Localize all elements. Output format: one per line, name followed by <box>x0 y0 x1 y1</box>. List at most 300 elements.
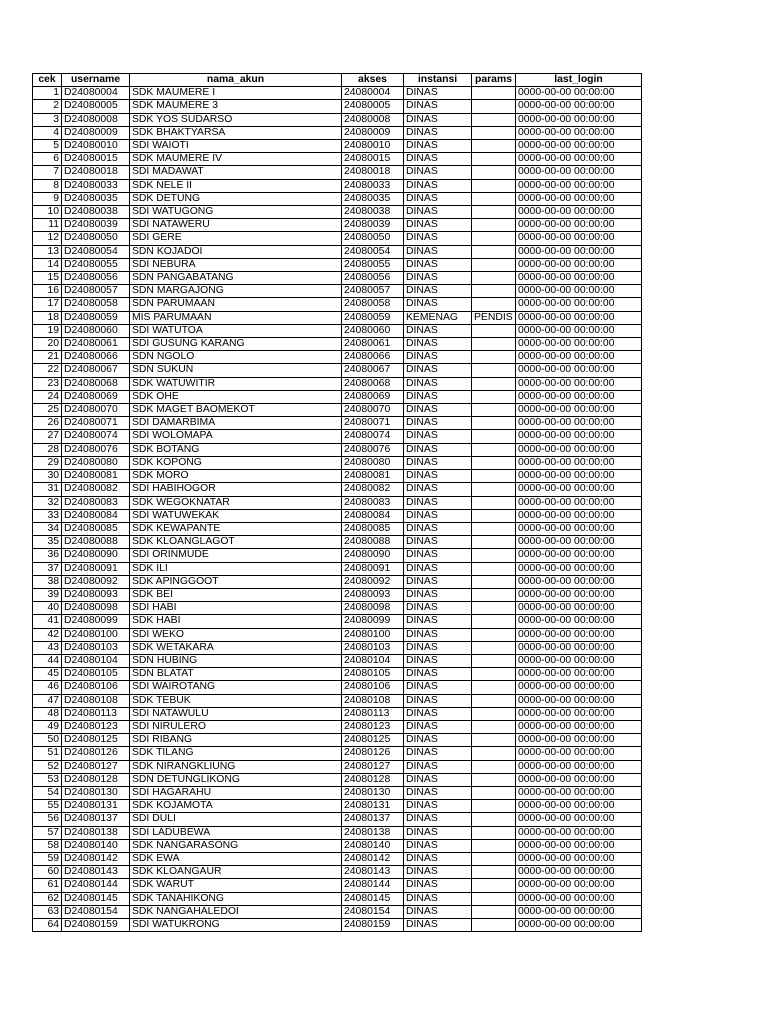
table-row <box>33 483 642 496</box>
cell-last-login: 0000-00-00 00:00:00 <box>516 905 642 918</box>
col-header-nama-akun: nama_akun <box>130 74 342 87</box>
cell-params <box>472 298 516 311</box>
cell-username: D24080123 <box>62 720 130 733</box>
cell-instansi: DINAS <box>404 654 472 667</box>
cell-cek: 27 <box>33 430 62 443</box>
cell-akses: 24080084 <box>342 509 404 522</box>
cell-username: D24080091 <box>62 562 130 575</box>
cell-instansi: DINAS <box>404 404 472 417</box>
cell-username: D24080092 <box>62 575 130 588</box>
cell-instansi: DINAS <box>404 140 472 153</box>
cell-params <box>472 826 516 839</box>
cell-username: D24080080 <box>62 456 130 469</box>
cell-params <box>472 536 516 549</box>
cell-username: D24080038 <box>62 206 130 219</box>
cell-params: PENDIS <box>472 311 516 324</box>
cell-instansi: DINAS <box>404 615 472 628</box>
cell-username: D24080059 <box>62 311 130 324</box>
cell-username: D24080093 <box>62 588 130 601</box>
cell-username: D24080069 <box>62 390 130 403</box>
cell-nama-akun: SDN BLATAT <box>130 668 342 681</box>
cell-instansi: DINAS <box>404 919 472 932</box>
table-row <box>33 272 642 285</box>
cell-nama-akun: SDI DULI <box>130 813 342 826</box>
cell-nama-akun: SDI WATUTOA <box>130 324 342 337</box>
cell-instansi: DINAS <box>404 496 472 509</box>
cell-nama-akun: SDK NELE II <box>130 179 342 192</box>
cell-username: D24080067 <box>62 364 130 377</box>
cell-instansi: DINAS <box>404 536 472 549</box>
cell-instansi: DINAS <box>404 905 472 918</box>
cell-username: D24080106 <box>62 681 130 694</box>
cell-cek: 20 <box>33 338 62 351</box>
cell-last-login: 0000-00-00 00:00:00 <box>516 549 642 562</box>
cell-akses: 24080103 <box>342 641 404 654</box>
cell-cek: 30 <box>33 470 62 483</box>
cell-instansi: DINAS <box>404 245 472 258</box>
cell-cek: 10 <box>33 206 62 219</box>
cell-akses: 24080005 <box>342 100 404 113</box>
table-row <box>33 470 642 483</box>
cell-akses: 24080128 <box>342 773 404 786</box>
cell-last-login: 0000-00-00 00:00:00 <box>516 720 642 733</box>
cell-username: D24080071 <box>62 417 130 430</box>
cell-username: D24080104 <box>62 654 130 667</box>
cell-nama-akun: SDK MAUMERE I <box>130 87 342 100</box>
table-row <box>33 430 642 443</box>
cell-params <box>472 456 516 469</box>
cell-instansi: DINAS <box>404 206 472 219</box>
cell-akses: 24080061 <box>342 338 404 351</box>
cell-akses: 24080092 <box>342 575 404 588</box>
cell-username: D24080083 <box>62 496 130 509</box>
cell-username: D24080130 <box>62 786 130 799</box>
cell-akses: 24080009 <box>342 126 404 139</box>
cell-last-login: 0000-00-00 00:00:00 <box>516 324 642 337</box>
cell-last-login: 0000-00-00 00:00:00 <box>516 747 642 760</box>
cell-params <box>472 615 516 628</box>
table-row <box>33 258 642 271</box>
cell-instansi: DINAS <box>404 443 472 456</box>
table-row <box>33 338 642 351</box>
cell-username: D24080126 <box>62 747 130 760</box>
cell-cek: 40 <box>33 602 62 615</box>
table-row <box>33 681 642 694</box>
cell-nama-akun: SDI WOLOMAPA <box>130 430 342 443</box>
cell-username: D24080144 <box>62 879 130 892</box>
cell-akses: 24080083 <box>342 496 404 509</box>
table-row <box>33 813 642 826</box>
cell-cek: 6 <box>33 153 62 166</box>
cell-cek: 47 <box>33 694 62 707</box>
cell-last-login: 0000-00-00 00:00:00 <box>516 377 642 390</box>
cell-akses: 24080076 <box>342 443 404 456</box>
cell-akses: 24080093 <box>342 588 404 601</box>
cell-nama-akun: SDI LADUBEWA <box>130 826 342 839</box>
table-row <box>33 549 642 562</box>
cell-nama-akun: SDK TILANG <box>130 747 342 760</box>
cell-cek: 41 <box>33 615 62 628</box>
cell-instansi: DINAS <box>404 879 472 892</box>
cell-params <box>472 179 516 192</box>
cell-nama-akun: SDK WARUT <box>130 879 342 892</box>
cell-last-login: 0000-00-00 00:00:00 <box>516 615 642 628</box>
cell-instansi: DINAS <box>404 351 472 364</box>
cell-akses: 24080018 <box>342 166 404 179</box>
cell-last-login: 0000-00-00 00:00:00 <box>516 681 642 694</box>
cell-nama-akun: SDN PARUMAAN <box>130 298 342 311</box>
cell-nama-akun: SDN PANGABATANG <box>130 272 342 285</box>
cell-username: D24080056 <box>62 272 130 285</box>
cell-last-login: 0000-00-00 00:00:00 <box>516 734 642 747</box>
table-row <box>33 628 642 641</box>
cell-last-login: 0000-00-00 00:00:00 <box>516 892 642 905</box>
cell-params <box>472 509 516 522</box>
table-row <box>33 826 642 839</box>
cell-instansi: DINAS <box>404 628 472 641</box>
cell-params <box>472 919 516 932</box>
cell-akses: 24080138 <box>342 826 404 839</box>
cell-akses: 24080008 <box>342 113 404 126</box>
cell-akses: 24080050 <box>342 232 404 245</box>
cell-nama-akun: SDI NEBURA <box>130 258 342 271</box>
cell-akses: 24080004 <box>342 87 404 100</box>
cell-instansi: DINAS <box>404 153 472 166</box>
cell-instansi: DINAS <box>404 483 472 496</box>
cell-params <box>472 87 516 100</box>
table-row <box>33 126 642 139</box>
cell-akses: 24080035 <box>342 192 404 205</box>
cell-last-login: 0000-00-00 00:00:00 <box>516 192 642 205</box>
cell-instansi: DINAS <box>404 285 472 298</box>
cell-instansi: DINAS <box>404 338 472 351</box>
cell-akses: 24080144 <box>342 879 404 892</box>
cell-instansi: DINAS <box>404 641 472 654</box>
cell-instansi: DINAS <box>404 113 472 126</box>
cell-cek: 38 <box>33 575 62 588</box>
cell-cek: 50 <box>33 734 62 747</box>
cell-nama-akun: SDI DAMARBIMA <box>130 417 342 430</box>
cell-nama-akun: SDI HABIHOGOR <box>130 483 342 496</box>
cell-instansi: DINAS <box>404 377 472 390</box>
cell-nama-akun: SDI MADAWAT <box>130 166 342 179</box>
cell-username: D24080061 <box>62 338 130 351</box>
cell-username: D24080143 <box>62 866 130 879</box>
cell-instansi: DINAS <box>404 417 472 430</box>
cell-params <box>472 258 516 271</box>
cell-instansi: DINAS <box>404 826 472 839</box>
col-header-username: username <box>62 74 130 87</box>
table-row <box>33 219 642 232</box>
cell-last-login: 0000-00-00 00:00:00 <box>516 694 642 707</box>
cell-params <box>472 522 516 535</box>
cell-akses: 24080070 <box>342 404 404 417</box>
cell-nama-akun: SDK NANGARASONG <box>130 839 342 852</box>
cell-cek: 54 <box>33 786 62 799</box>
cell-params <box>472 575 516 588</box>
cell-instansi: DINAS <box>404 100 472 113</box>
cell-cek: 26 <box>33 417 62 430</box>
cell-akses: 24080069 <box>342 390 404 403</box>
cell-params <box>472 245 516 258</box>
cell-last-login: 0000-00-00 00:00:00 <box>516 919 642 932</box>
cell-nama-akun: SDK MAGET BAOMEKOT <box>130 404 342 417</box>
cell-username: D24080009 <box>62 126 130 139</box>
table-row <box>33 87 642 100</box>
cell-params <box>472 786 516 799</box>
cell-cek: 23 <box>33 377 62 390</box>
cell-username: D24080105 <box>62 668 130 681</box>
cell-cek: 46 <box>33 681 62 694</box>
cell-akses: 24080082 <box>342 483 404 496</box>
cell-instansi: DINAS <box>404 668 472 681</box>
cell-cek: 44 <box>33 654 62 667</box>
cell-username: D24080005 <box>62 100 130 113</box>
cell-akses: 24080081 <box>342 470 404 483</box>
cell-params <box>472 549 516 562</box>
cell-params <box>472 496 516 509</box>
cell-cek: 33 <box>33 509 62 522</box>
table-row <box>33 919 642 932</box>
table-row <box>33 588 642 601</box>
cell-last-login: 0000-00-00 00:00:00 <box>516 470 642 483</box>
cell-akses: 24080058 <box>342 298 404 311</box>
table-row <box>33 166 642 179</box>
cell-instansi: DINAS <box>404 602 472 615</box>
cell-instansi: DINAS <box>404 219 472 232</box>
cell-last-login: 0000-00-00 00:00:00 <box>516 575 642 588</box>
cell-instansi: DINAS <box>404 694 472 707</box>
cell-nama-akun: SDK TANAHIKONG <box>130 892 342 905</box>
cell-params <box>472 628 516 641</box>
cell-akses: 24080055 <box>342 258 404 271</box>
cell-nama-akun: SDI NIRULERO <box>130 720 342 733</box>
cell-last-login: 0000-00-00 00:00:00 <box>516 311 642 324</box>
cell-nama-akun: SDK BHAKTYARSA <box>130 126 342 139</box>
cell-akses: 24080067 <box>342 364 404 377</box>
cell-params <box>472 390 516 403</box>
cell-cek: 32 <box>33 496 62 509</box>
cell-params <box>472 404 516 417</box>
cell-instansi: DINAS <box>404 588 472 601</box>
table-row <box>33 496 642 509</box>
cell-params <box>472 272 516 285</box>
cell-params <box>472 588 516 601</box>
cell-last-login: 0000-00-00 00:00:00 <box>516 166 642 179</box>
cell-nama-akun: SDK BEI <box>130 588 342 601</box>
table-row <box>33 536 642 549</box>
cell-last-login: 0000-00-00 00:00:00 <box>516 826 642 839</box>
cell-username: D24080035 <box>62 192 130 205</box>
cell-nama-akun: SDK WEGOKNATAR <box>130 496 342 509</box>
table-row <box>33 786 642 799</box>
cell-username: D24080074 <box>62 430 130 443</box>
cell-akses: 24080091 <box>342 562 404 575</box>
table-row <box>33 206 642 219</box>
cell-nama-akun: SDK TEBUK <box>130 694 342 707</box>
table-row <box>33 720 642 733</box>
cell-nama-akun: SDI WATUGONG <box>130 206 342 219</box>
cell-params <box>472 483 516 496</box>
table-row <box>33 668 642 681</box>
cell-username: D24080015 <box>62 153 130 166</box>
cell-params <box>472 800 516 813</box>
cell-params <box>472 641 516 654</box>
cell-last-login: 0000-00-00 00:00:00 <box>516 364 642 377</box>
cell-akses: 24080038 <box>342 206 404 219</box>
cell-username: D24080128 <box>62 773 130 786</box>
cell-username: D24080050 <box>62 232 130 245</box>
cell-last-login: 0000-00-00 00:00:00 <box>516 602 642 615</box>
table-row <box>33 734 642 747</box>
cell-cek: 8 <box>33 179 62 192</box>
cell-last-login: 0000-00-00 00:00:00 <box>516 285 642 298</box>
cell-cek: 56 <box>33 813 62 826</box>
cell-params <box>472 324 516 337</box>
cell-akses: 24080071 <box>342 417 404 430</box>
table-row <box>33 100 642 113</box>
table-row <box>33 285 642 298</box>
cell-nama-akun: SDK MAUMERE IV <box>130 153 342 166</box>
cell-last-login: 0000-00-00 00:00:00 <box>516 879 642 892</box>
table-row <box>33 364 642 377</box>
table-row <box>33 773 642 786</box>
cell-last-login: 0000-00-00 00:00:00 <box>516 588 642 601</box>
cell-cek: 25 <box>33 404 62 417</box>
cell-nama-akun: SDI HAGARAHU <box>130 786 342 799</box>
cell-akses: 24080106 <box>342 681 404 694</box>
cell-params <box>472 760 516 773</box>
col-header-last-login: last_login <box>516 74 642 87</box>
cell-akses: 24080140 <box>342 839 404 852</box>
cell-params <box>472 219 516 232</box>
cell-instansi: DINAS <box>404 562 472 575</box>
table-row <box>33 456 642 469</box>
col-header-akses: akses <box>342 74 404 87</box>
cell-params <box>472 747 516 760</box>
cell-cek: 2 <box>33 100 62 113</box>
table-row <box>33 522 642 535</box>
cell-params <box>472 140 516 153</box>
cell-akses: 24080131 <box>342 800 404 813</box>
cell-params <box>472 720 516 733</box>
cell-params <box>472 430 516 443</box>
cell-cek: 42 <box>33 628 62 641</box>
col-header-instansi: instansi <box>404 74 472 87</box>
cell-last-login: 0000-00-00 00:00:00 <box>516 232 642 245</box>
cell-cek: 61 <box>33 879 62 892</box>
cell-akses: 24080060 <box>342 324 404 337</box>
cell-nama-akun: SDK YOS SUDARSO <box>130 113 342 126</box>
cell-cek: 58 <box>33 839 62 852</box>
cell-last-login: 0000-00-00 00:00:00 <box>516 272 642 285</box>
cell-cek: 60 <box>33 866 62 879</box>
cell-cek: 16 <box>33 285 62 298</box>
cell-nama-akun: SDI WAIOTI <box>130 140 342 153</box>
table-row <box>33 879 642 892</box>
cell-username: D24080033 <box>62 179 130 192</box>
cell-username: D24080137 <box>62 813 130 826</box>
cell-nama-akun: SDK WETAKARA <box>130 641 342 654</box>
table-row <box>33 390 642 403</box>
cell-akses: 24080127 <box>342 760 404 773</box>
cell-instansi: DINAS <box>404 747 472 760</box>
cell-username: D24080142 <box>62 852 130 865</box>
cell-username: D24080057 <box>62 285 130 298</box>
cell-cek: 3 <box>33 113 62 126</box>
table-row <box>33 641 642 654</box>
account-table <box>32 73 642 932</box>
cell-cek: 21 <box>33 351 62 364</box>
cell-akses: 24080126 <box>342 747 404 760</box>
cell-nama-akun: SDI GUSUNG KARANG <box>130 338 342 351</box>
cell-cek: 43 <box>33 641 62 654</box>
cell-username: D24080058 <box>62 298 130 311</box>
cell-cek: 63 <box>33 905 62 918</box>
cell-akses: 24080039 <box>342 219 404 232</box>
cell-username: D24080127 <box>62 760 130 773</box>
table-row <box>33 140 642 153</box>
cell-username: D24080125 <box>62 734 130 747</box>
cell-last-login: 0000-00-00 00:00:00 <box>516 126 642 139</box>
cell-cek: 62 <box>33 892 62 905</box>
cell-last-login: 0000-00-00 00:00:00 <box>516 654 642 667</box>
cell-akses: 24080100 <box>342 628 404 641</box>
cell-username: D24080018 <box>62 166 130 179</box>
cell-nama-akun: SDN HUBING <box>130 654 342 667</box>
cell-username: D24080090 <box>62 549 130 562</box>
cell-akses: 24080125 <box>342 734 404 747</box>
cell-nama-akun: SDK NIRANGKLIUNG <box>130 760 342 773</box>
cell-akses: 24080142 <box>342 852 404 865</box>
cell-params <box>472 905 516 918</box>
col-header-params: params <box>472 74 516 87</box>
cell-last-login: 0000-00-00 00:00:00 <box>516 417 642 430</box>
cell-instansi: DINAS <box>404 800 472 813</box>
cell-params <box>472 866 516 879</box>
table-row <box>33 892 642 905</box>
cell-akses: 24080088 <box>342 536 404 549</box>
cell-cek: 34 <box>33 522 62 535</box>
cell-akses: 24080010 <box>342 140 404 153</box>
cell-nama-akun: SDK EWA <box>130 852 342 865</box>
cell-last-login: 0000-00-00 00:00:00 <box>516 430 642 443</box>
cell-username: D24080085 <box>62 522 130 535</box>
cell-instansi: DINAS <box>404 720 472 733</box>
cell-last-login: 0000-00-00 00:00:00 <box>516 760 642 773</box>
cell-params <box>472 668 516 681</box>
cell-cek: 5 <box>33 140 62 153</box>
cell-username: D24080076 <box>62 443 130 456</box>
cell-akses: 24080123 <box>342 720 404 733</box>
cell-cek: 17 <box>33 298 62 311</box>
cell-params <box>472 126 516 139</box>
cell-akses: 24080068 <box>342 377 404 390</box>
cell-akses: 24080057 <box>342 285 404 298</box>
cell-nama-akun: SDN SUKUN <box>130 364 342 377</box>
table-row <box>33 232 642 245</box>
cell-username: D24080039 <box>62 219 130 232</box>
table-row <box>33 562 642 575</box>
cell-params <box>472 694 516 707</box>
cell-username: D24080159 <box>62 919 130 932</box>
cell-username: D24080099 <box>62 615 130 628</box>
cell-instansi: DINAS <box>404 549 472 562</box>
cell-akses: 24080090 <box>342 549 404 562</box>
cell-params <box>472 338 516 351</box>
cell-params <box>472 562 516 575</box>
cell-username: D24080140 <box>62 839 130 852</box>
